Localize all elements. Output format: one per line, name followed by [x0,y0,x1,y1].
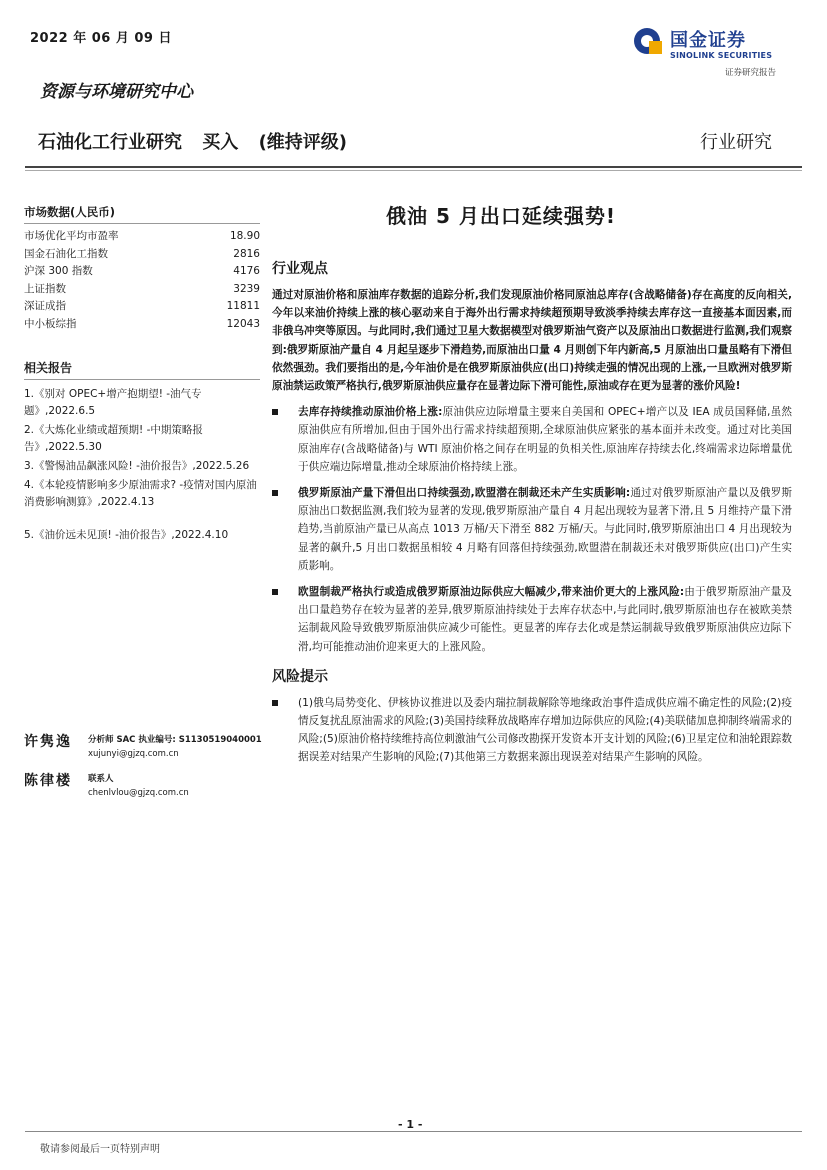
sinolink-logo-icon [632,26,662,56]
section-industry-view: 行业观点 [272,261,328,277]
logo-english-name: SINOLINK SECURITIES [670,51,773,60]
report-date: 2022 年 06 月 09 日 [30,31,172,46]
market-data-title: 市场数据(人民币) [24,204,260,224]
risk-text: (1)俄乌局势变化、伊核协议推进以及委内瑞拉制裁解除等地缘政治事件造成供应端不确定性的风险;(2)疫情反复扰乱原油需求的风险;(3)美国持续释放战略库存增加边际供应的风险;(4)美联储加息抑制终端需求的风险;(5)原油价格持续维持高位刺激油气公司修改勘探开发资本开支计划的风险;(6)卫星定位和油轮跟踪数据误差对结果产生影响的风险;(7)其他第三方数据来源出现误差对结果产生影响的风险。 [298,696,792,764]
report-title: 俄油 5 月出口延续强势! [386,204,616,228]
related-reports-title: 相关报告 [24,359,260,380]
market-data-value: 2816 [233,247,260,260]
disclaimer-note: 敬请参阅最后一页特别声明 [40,1144,160,1155]
bullet-heading: 欧盟制裁严格执行或造成俄罗斯原油边际供应大幅减少,带来油价更大的上涨风险: [298,586,685,599]
market-data-label: 深证成指 [24,300,66,312]
contact-info [88,772,189,800]
market-data-label: 上证指数 [24,282,66,295]
market-data-table [24,228,260,333]
market-data-row [24,246,260,264]
market-data-label: 市场优化平均市盈率 [24,230,119,242]
market-data-value: 12043 [226,317,260,330]
market-data-row [24,298,260,316]
bullet-square-icon [272,589,278,595]
bullet-body: 通过对俄罗斯原油产量以及俄罗斯原油出口数据监测,我们较为显著的发现,俄罗斯原油产量自 4 月起出现较为显著下滑,且 5 月维持产量下滑趋势,当前原油产量已从高点 1013 万桶/天下滑至 882 万桶/天。与此同时,俄罗斯原油出口 4 月出现较为显著的飙升,5 月出口数据虽相较 4 月略有回落但持续强劲,欧盟潜在制裁还未对俄罗斯供应(出口)产生实质影响。 [298,487,793,572]
related-reports-list [24,386,260,544]
sector-rating-line [38,128,361,154]
header-divider-thin [25,170,802,171]
rating: 买入 [202,132,239,153]
bullet-body: 由于俄罗斯原油产量及出口量趋势存在较为显著的差异,俄罗斯原油持续处于去库存状态中,与此同时,俄罗斯原油也存在被欧美禁运制裁风险导致俄罗斯原油供应减少可能性。更显著的库存去化或是禁运制裁导致俄罗斯原油供应边际下滑,均可能推动油价迎来更大的上涨风险。 [298,586,793,653]
analyst-email: xujunyi@gjzq.com.cn [88,749,179,759]
market-data-value: 18.90 [229,230,260,242]
market-data-label: 中小板综指 [24,317,77,330]
bullet-heading: 去库存持续推动原油价格上涨: [298,406,443,419]
analyst-role: 分析师 SAC 执业编号: S1130519040001 [88,735,262,745]
footer-divider [25,1131,802,1132]
rating-note: (维持评级) [258,132,348,153]
header-divider [25,166,802,168]
related-report-item[interactable]: 3.《警惕油品飙涨风险! -油价报告》,2022.5.26 [24,460,250,472]
contact-role: 联系人 [88,774,114,784]
market-data-value: 11811 [226,300,260,312]
contact-name: 陈律楼 [24,773,72,789]
bullet-square-icon [272,490,278,496]
related-report-item[interactable]: 1.《别对 OPEC+增产抱期望! -油气专题》,2022.6.5 [24,388,202,417]
sector-name: 石油化工行业研究 [38,132,182,153]
related-report-item[interactable]: 4.《本轮疫情影响多少原油需求? -疫情对国内原油消费影响测算》,2022.4.13 [24,479,257,508]
market-data-value: 4176 [233,265,260,277]
market-data-row [24,228,260,246]
analyst-info [88,733,262,761]
sidebar [24,204,260,546]
bullet-square-icon [272,409,278,415]
report-type: 行业研究 [700,132,772,153]
main-content [272,258,792,767]
bullet-square-icon [272,700,278,706]
market-data-label: 国金石油化工指数 [24,247,108,260]
market-data-row [24,281,260,299]
analyst-name: 许隽逸 [24,734,72,750]
risk-bullet [272,694,792,767]
bullet-point [272,583,792,656]
contact-email: chenlvlou@gjzq.com.cn [88,788,189,798]
section-risk: 风险提示 [272,668,328,685]
bullet-heading: 俄罗斯原油产量下滑但出口持续强劲,欧盟潜在制裁还未产生实质影响: [298,487,631,500]
market-data-value: 3239 [233,282,260,295]
bullet-point [272,484,792,575]
research-center: 资源与环境研究中心 [40,82,193,102]
bullet-point [272,403,792,476]
logo-chinese-name: 国金证券 [670,30,746,51]
summary-paragraph: 通过对原油价格和原油库存数据的追踪分析,我们发现原油价格同原油总库存(含战略储备)存在高度的反向相关,今年以来油价持续上涨的核心驱动来自于海外出行需求持续超预期导致淡季持续去库存这一直接基本面因素,而非俄乌冲突等原因。与此同时,我们通过卫星大数据模型对俄罗斯油气资产以及原油出口数据进行监测,我们观察到:俄罗斯原油产量自 4 月起呈逐步下滑趋势,而原油出口量 4 月则创下年内新高,5 月原油出口量虽略有下滑但依然强劲。我们要指出的是,今年油价是在俄罗斯原油供应(出口)持续走强的情况出现的上涨,一旦欧洲对俄罗斯原油禁运政策严格执行,俄罗斯原油供应量存在显著边际下滑可能性,原油或存在更为显著的涨价风险! [272,289,792,393]
related-report-item[interactable]: 2.《大炼化业绩或超预期! -中期策略报告》,2022.5.30 [24,424,203,453]
market-data-row [24,263,260,281]
market-data-label: 沪深 300 指数 [24,265,93,277]
related-report-item[interactable]: 5.《油价远未见顶! -油价报告》,2022.4.10 [24,529,229,541]
logo-subtitle: 证券研究报告 [725,68,777,78]
bullet-body: 原油供应边际增量主要来自美国和 OPEC+增产以及 IEA 成员国释储,虽然原油供应有所增加,但由于国外出行需求持续超预期,全球原油供应紧张的基本面并未改变。通过对比美国原油库存(含战略储备)与 WTI 原油价格之间存在明显的负相关性,原油库存持续去化,终端需求边际增量优于供应端边际增量,推动全球原油价格持续上涨。 [298,406,792,473]
page-number: - 1 - [398,1118,423,1131]
market-data-row [24,316,260,334]
